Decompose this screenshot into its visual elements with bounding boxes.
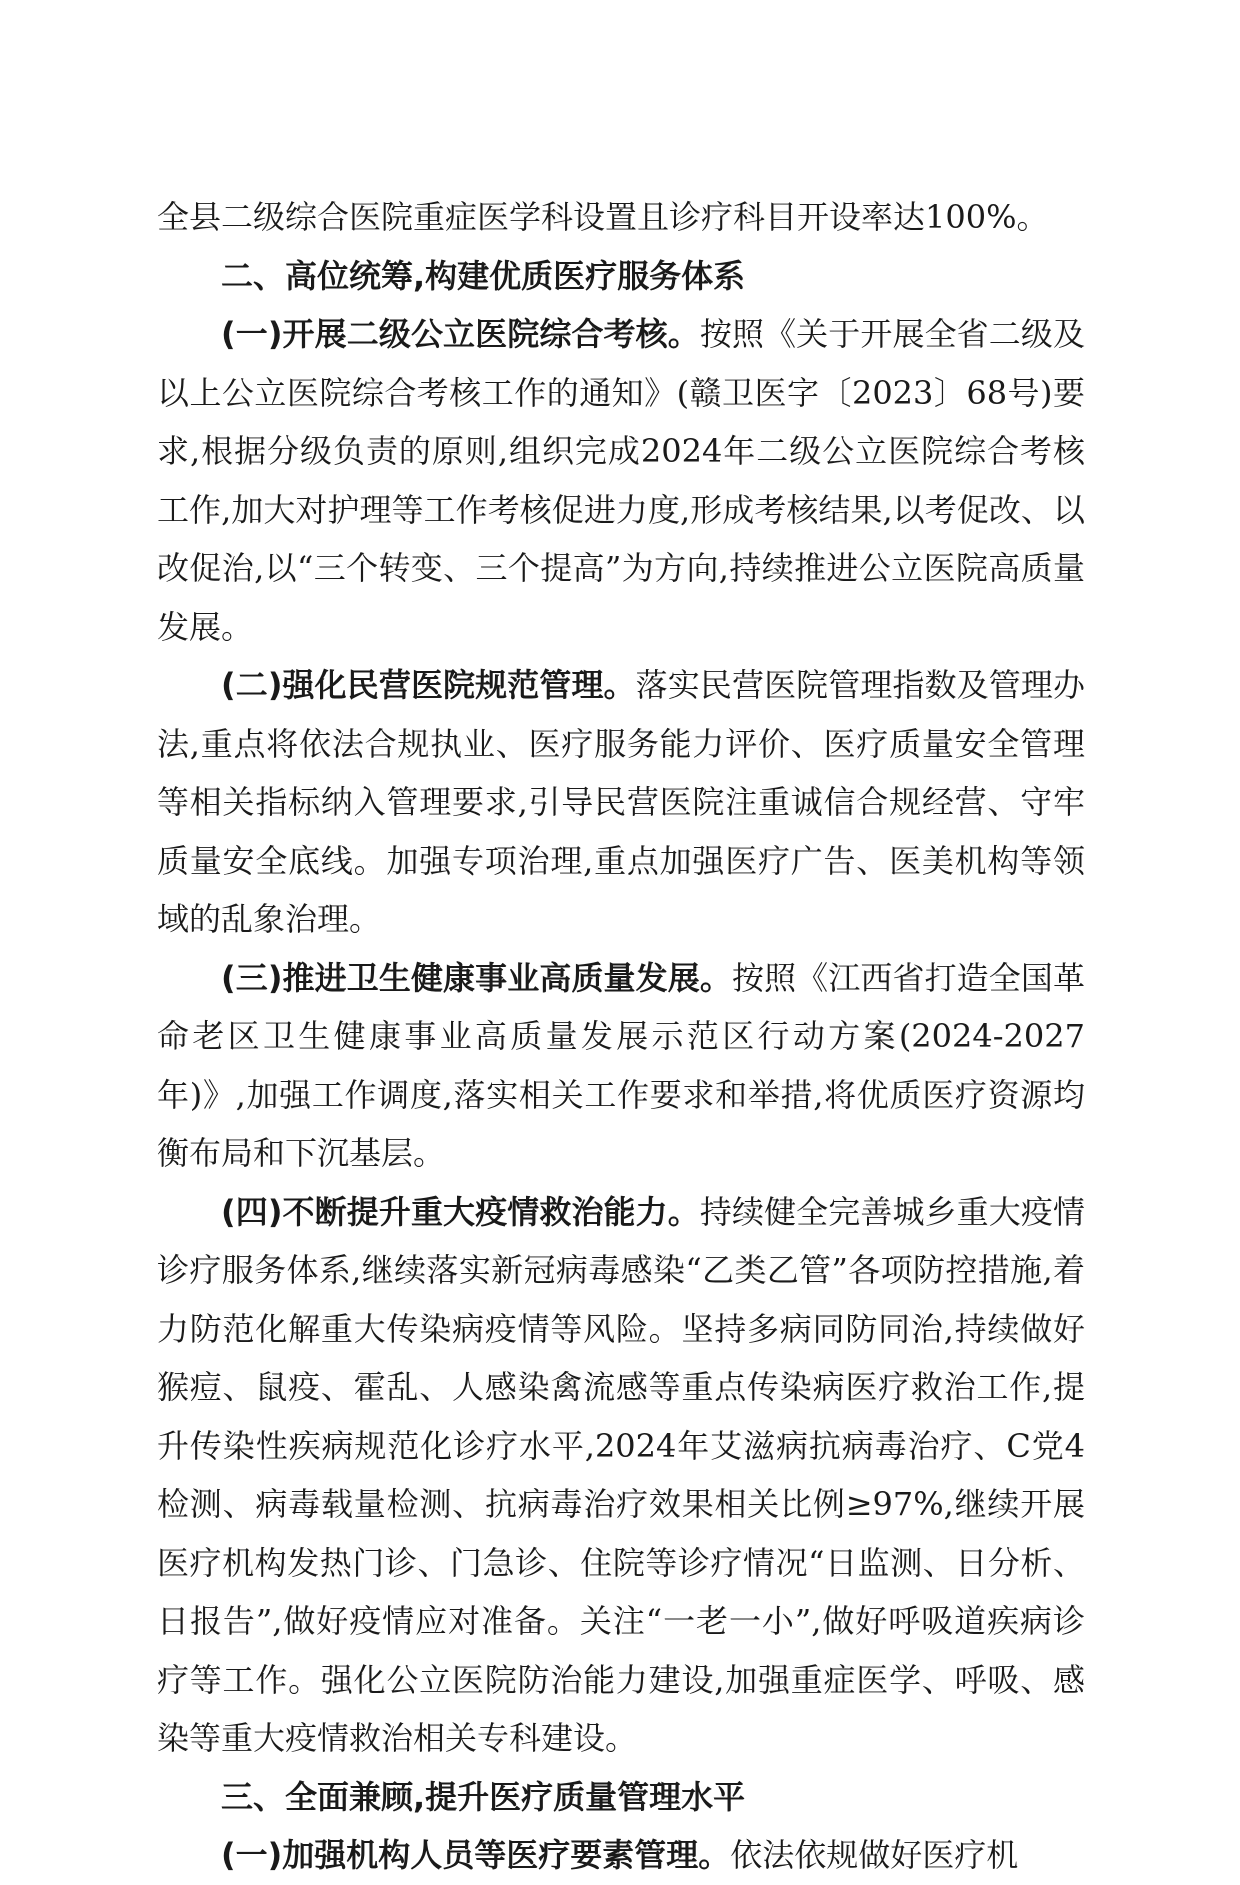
item-body: 依法依规做好医疗机: [730, 1836, 1019, 1874]
section-2-item-3: [157, 949, 1085, 1183]
section-2-item-4: [157, 1183, 1085, 1768]
document-page: [157, 188, 1085, 1885]
item-lead: (一)开展二级公立医院综合考核。: [221, 315, 700, 353]
section-2-heading: 二、高位统筹,构建优质医疗服务体系: [221, 256, 746, 295]
item-body: 持续健全完善城乡重大疫情诊疗服务体系,继续落实新冠病毒感染“乙类乙管”各项防控措施,着力防范化解重大传染病疫情等风险。坚持多病同防同治,持续做好猴痘、鼠疫、霍乱、人感染禽流感等重点传染病医疗救治工作,提升传染性疾病规范化诊疗水平,2024年艾滋病抗病毒治疗、C党4检测、病毒载量检测、抗病毒治疗效果相关比例≥97%,继续开展医疗机构发热门诊、门急诊、住院等诊疗情况“日监测、日分析、日报告”,做好疫情应对准备。关注“一老一小”,做好呼吸道疾病诊疗等工作。强化公立医院防治能力建设,加强重症医学、呼吸、感染等重大疫情救治相关专科建设。: [157, 1192, 1085, 1757]
section-3-item-1: [157, 1826, 1085, 1885]
section-3-heading: 三、全面兼顾,提升医疗质量管理水平: [221, 1777, 746, 1816]
item-lead: (一)加强机构人员等医疗要素管理。: [221, 1836, 731, 1874]
item-lead: (三)推进卫生健康事业高质量发展。: [221, 958, 732, 997]
item-body: 按照《关于开展全省二级及以上公立医院综合考核工作的通知》(赣卫医字〔2023〕68号)要求,根据分级负责的原则,组织完成2024年二级公立医院综合考核工作,加大对护理等工作考核促进力度,形成考核结果,以考促改、以改促治,以“三个转变、三个提高”为方向,持续推进公立医院高质量发展。: [157, 315, 1085, 646]
item-lead: (二)强化民营医院规范管理。: [221, 666, 636, 704]
section-2-item-1: [157, 305, 1085, 656]
intro-paragraph: 全县二级综合医院重症医学科设置且诊疗科目开设率达100%。: [157, 198, 1049, 236]
item-lead: (四)不断提升重大疫情救治能力。: [221, 1192, 700, 1231]
section-2-item-2: [157, 656, 1085, 949]
item-body: 按照《江西省打造全国革命老区卫生健康事业高质量发展示范区行动方案(2024-2027年)》,加强工作调度,落实相关工作要求和举措,将优质医疗资源均衡布局和下沉基层。: [157, 958, 1085, 1172]
item-body: 落实民营医院管理指数及管理办法,重点将依法合规执业、医疗服务能力评价、医疗质量安全管理等相关指标纳入管理要求,引导民营医院注重诚信合规经营、守牢质量安全底线。加强专项治理,重点加强医疗广告、医美机构等领域的乱象治理。: [157, 666, 1085, 938]
